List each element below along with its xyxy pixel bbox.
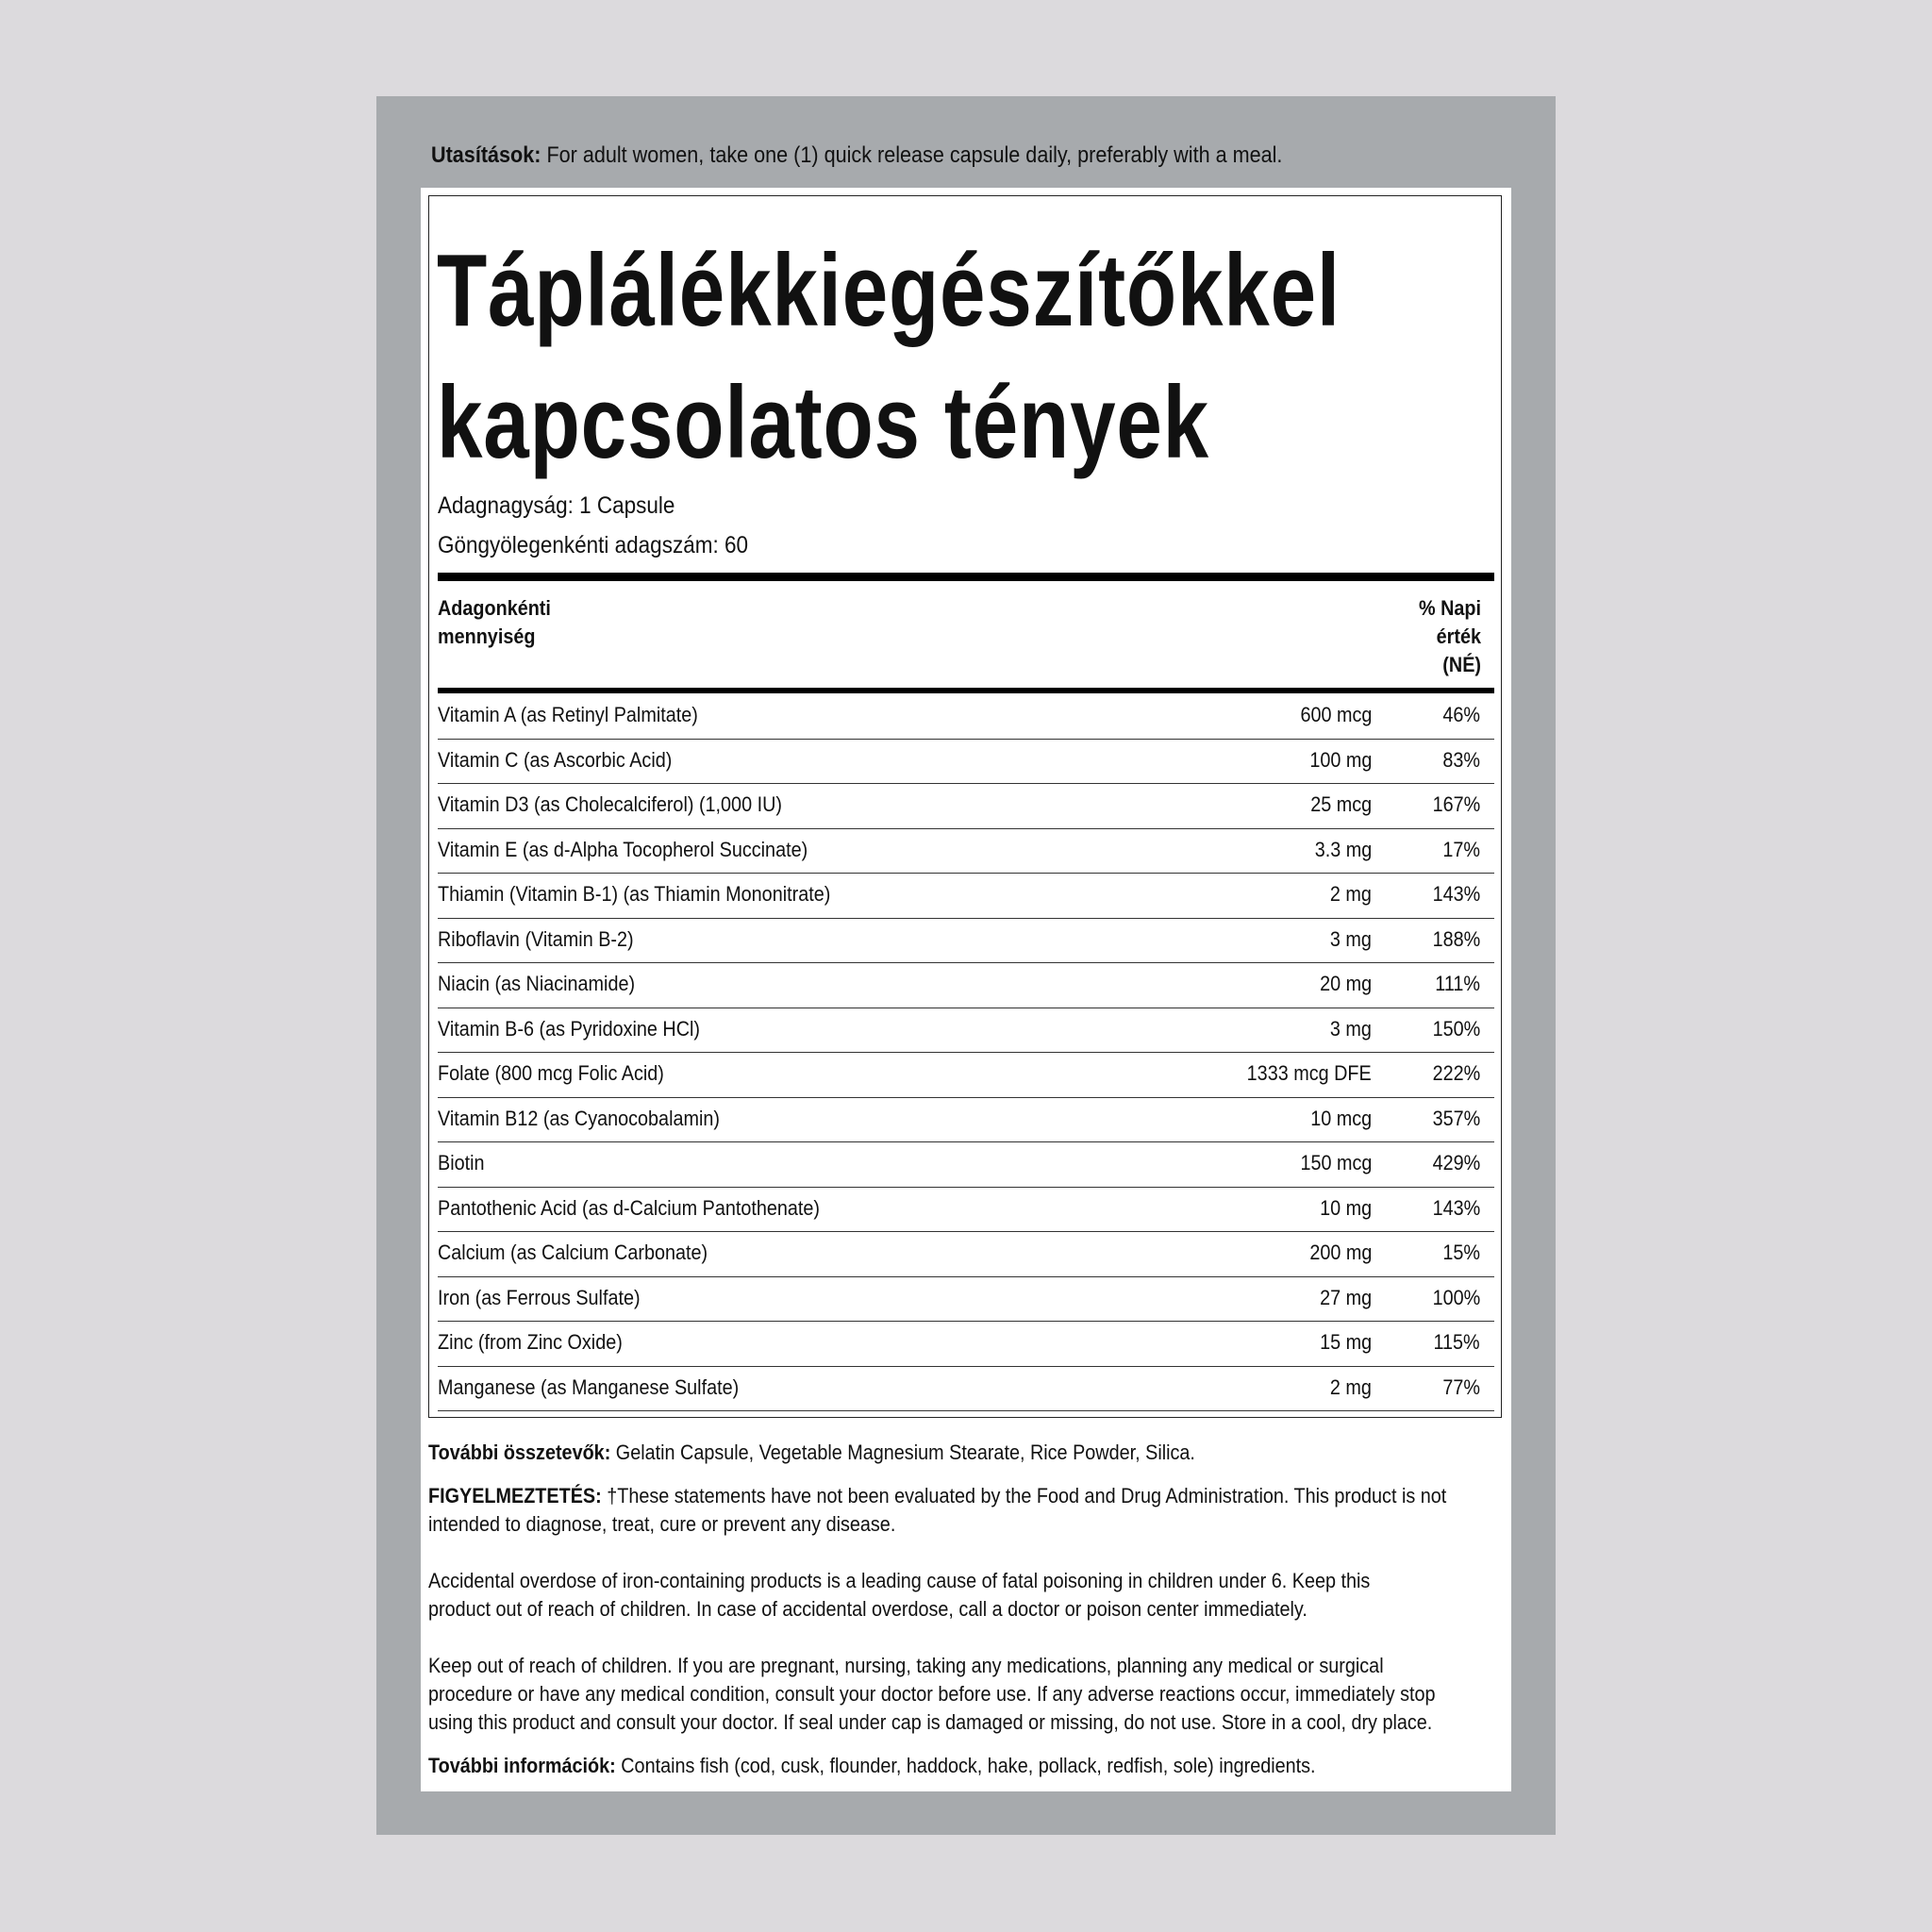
table-row: [438, 919, 1494, 964]
nutrient-name: Manganese (as Manganese Sulfate): [438, 1374, 740, 1399]
table-row: [438, 694, 1494, 740]
nutrient-name: Niacin (as Niacinamide): [438, 972, 636, 995]
table-row: [438, 829, 1494, 874]
nutrient-amount: 10 mg: [1319, 1195, 1372, 1220]
nutrient-amount: 100 mg: [1308, 747, 1372, 772]
amount-per-serving-header: [438, 594, 551, 651]
nutrient-daily-value: 357%: [1432, 1106, 1480, 1130]
directions-text: For adult women, take one (1) quick release capsule daily, preferably with a meal.: [541, 142, 1283, 168]
warning-line-2: intended to diagnose, treat, cure or prevent any disease.: [428, 1512, 896, 1536]
supplement-facts-title: [437, 225, 1341, 489]
table-row: [438, 1322, 1494, 1367]
nutrient-table: [438, 694, 1494, 1411]
nutrient-amount: 20 mg: [1319, 972, 1372, 995]
nutrient-name: Vitamin B12 (as Cyanocobalamin): [438, 1106, 720, 1130]
iron-warning-line-1: Accidental overdose of iron-containing products is a leading cause of fatal poisoning in children under 6. Keep this: [428, 1569, 1371, 1592]
thick-divider: [438, 573, 1494, 581]
nutrient-daily-value: 429%: [1432, 1151, 1480, 1174]
directions: [431, 142, 1282, 170]
table-row: [438, 963, 1494, 1008]
nutrient-amount: 3.3 mg: [1314, 837, 1372, 861]
header-left-line-2: mennyiség: [438, 625, 536, 648]
header-right-line-1: % Napi: [1418, 596, 1481, 620]
table-row: [438, 1367, 1494, 1412]
table-row: [438, 1232, 1494, 1277]
nutrient-daily-value: 150%: [1432, 1016, 1480, 1041]
nutrient-name: Vitamin B-6 (as Pyridoxine HCl): [438, 1016, 701, 1041]
other-ingredients-text: Gelatin Capsule, Vegetable Magnesium Stearate, Rice Powder, Silica.: [610, 1441, 1195, 1464]
nutrient-name: Zinc (from Zinc Oxide): [438, 1330, 623, 1354]
nutrient-daily-value: 17%: [1442, 837, 1480, 861]
nutrient-name: Folate (800 mcg Folic Acid): [438, 1061, 664, 1085]
nutrient-amount: 27 mg: [1319, 1285, 1372, 1309]
nutrient-daily-value: 143%: [1432, 882, 1480, 906]
nutrient-amount: 3 mg: [1329, 1016, 1372, 1041]
nutrient-daily-value: 111%: [1435, 972, 1480, 995]
serving-size: Adagnagyság: 1 Capsule: [438, 492, 675, 519]
more-info-label: További információk:: [428, 1754, 616, 1777]
nutrient-daily-value: 46%: [1442, 703, 1480, 726]
nutrient-amount: 10 mcg: [1310, 1106, 1372, 1130]
nutrient-daily-value: 188%: [1432, 926, 1480, 951]
iron-warning: [428, 1567, 1447, 1624]
nutrient-amount: 25 mcg: [1310, 792, 1372, 816]
other-ingredients-label: További összetevők:: [428, 1441, 611, 1464]
keep-line-2: procedure or have any medical condition, consult your doctor before use. If any adverse reactions occur, immediately stop: [428, 1682, 1436, 1706]
other-ingredients: [428, 1439, 1447, 1467]
header-left-line-1: Adagonkénti: [438, 596, 551, 620]
nutrient-name: Calcium (as Calcium Carbonate): [438, 1241, 708, 1264]
nutrient-name: Riboflavin (Vitamin B-2): [438, 926, 634, 951]
header-right-line-2: érték: [1436, 625, 1481, 648]
keep-line-3: using this product and consult your doctor. If seal under cap is damaged or missing, do not use. Store in a cool, dry place.: [428, 1710, 1433, 1734]
nutrient-daily-value: 15%: [1442, 1241, 1480, 1264]
nutrient-daily-value: 100%: [1432, 1285, 1480, 1309]
servings-per-container: Göngyölegenkénti adagszám: 60: [438, 532, 748, 558]
nutrient-amount: 15 mg: [1319, 1330, 1372, 1354]
nutrient-name: Vitamin E (as d-Alpha Tocopherol Succinate): [438, 837, 808, 861]
nutrient-name: Iron (as Ferrous Sulfate): [438, 1285, 641, 1309]
title-line-1: Táplálékkiegészítőkkel: [437, 233, 1341, 348]
nutrient-daily-value: 167%: [1432, 792, 1480, 816]
keep-out-of-reach: [428, 1652, 1447, 1737]
nutrient-daily-value: 83%: [1442, 747, 1480, 772]
table-row: [438, 1053, 1494, 1098]
table-row: [438, 1277, 1494, 1323]
more-info-text: Contains fish (cod, cusk, flounder, haddock, hake, pollack, redfish, sole) ingredients.: [615, 1754, 1316, 1777]
nutrient-name: Vitamin C (as Ascorbic Acid): [438, 747, 673, 772]
table-row: [438, 874, 1494, 919]
table-row: [438, 1142, 1494, 1188]
table-row: [438, 1008, 1494, 1054]
warning-line-1: †These statements have not been evaluated by the Food and Drug Administration. This product is not: [601, 1484, 1447, 1507]
warning-label: FIGYELMEZTETÉS:: [428, 1484, 602, 1507]
nutrient-name: Pantothenic Acid (as d-Calcium Pantothenate): [438, 1195, 821, 1220]
keep-line-1: Keep out of reach of children. If you are pregnant, nursing, taking any medications, planning any medical or surgical: [428, 1654, 1384, 1677]
table-row: [438, 740, 1494, 785]
nutrient-amount: 2 mg: [1329, 1374, 1372, 1399]
more-info: [428, 1752, 1447, 1780]
nutrient-amount: 150 mcg: [1300, 1151, 1372, 1174]
nutrient-name: Vitamin D3 (as Cholecalciferol) (1,000 IU): [438, 792, 782, 816]
nutrient-amount: 600 mcg: [1300, 703, 1372, 726]
nutrient-name: Biotin: [438, 1151, 485, 1174]
table-row: [438, 1188, 1494, 1233]
nutrient-amount: 2 mg: [1329, 882, 1372, 906]
nutrient-amount: 3 mg: [1329, 926, 1372, 951]
title-line-2: kapcsolatos tények: [437, 365, 1209, 480]
daily-value-header: [1354, 594, 1481, 679]
iron-warning-line-2: product out of reach of children. In case of accidental overdose, call a doctor or poison center immediately.: [428, 1597, 1307, 1621]
nutrient-name: Thiamin (Vitamin B-1) (as Thiamin Mononitrate): [438, 882, 831, 906]
nutrient-daily-value: 143%: [1432, 1195, 1480, 1220]
nutrient-daily-value: 77%: [1442, 1374, 1480, 1399]
warning-statement: [428, 1482, 1447, 1539]
table-row: [438, 784, 1494, 829]
header-divider: [438, 688, 1494, 693]
nutrient-amount: 200 mg: [1308, 1241, 1372, 1264]
nutrient-name: Vitamin A (as Retinyl Palmitate): [438, 703, 698, 726]
header-right-line-3: (NÉ): [1442, 653, 1481, 676]
directions-label: Utasítások:: [431, 142, 541, 168]
table-row: [438, 1098, 1494, 1143]
nutrient-daily-value: 115%: [1433, 1330, 1480, 1354]
nutrient-daily-value: 222%: [1432, 1061, 1480, 1085]
nutrient-amount: 1333 mcg DFE: [1246, 1061, 1372, 1085]
